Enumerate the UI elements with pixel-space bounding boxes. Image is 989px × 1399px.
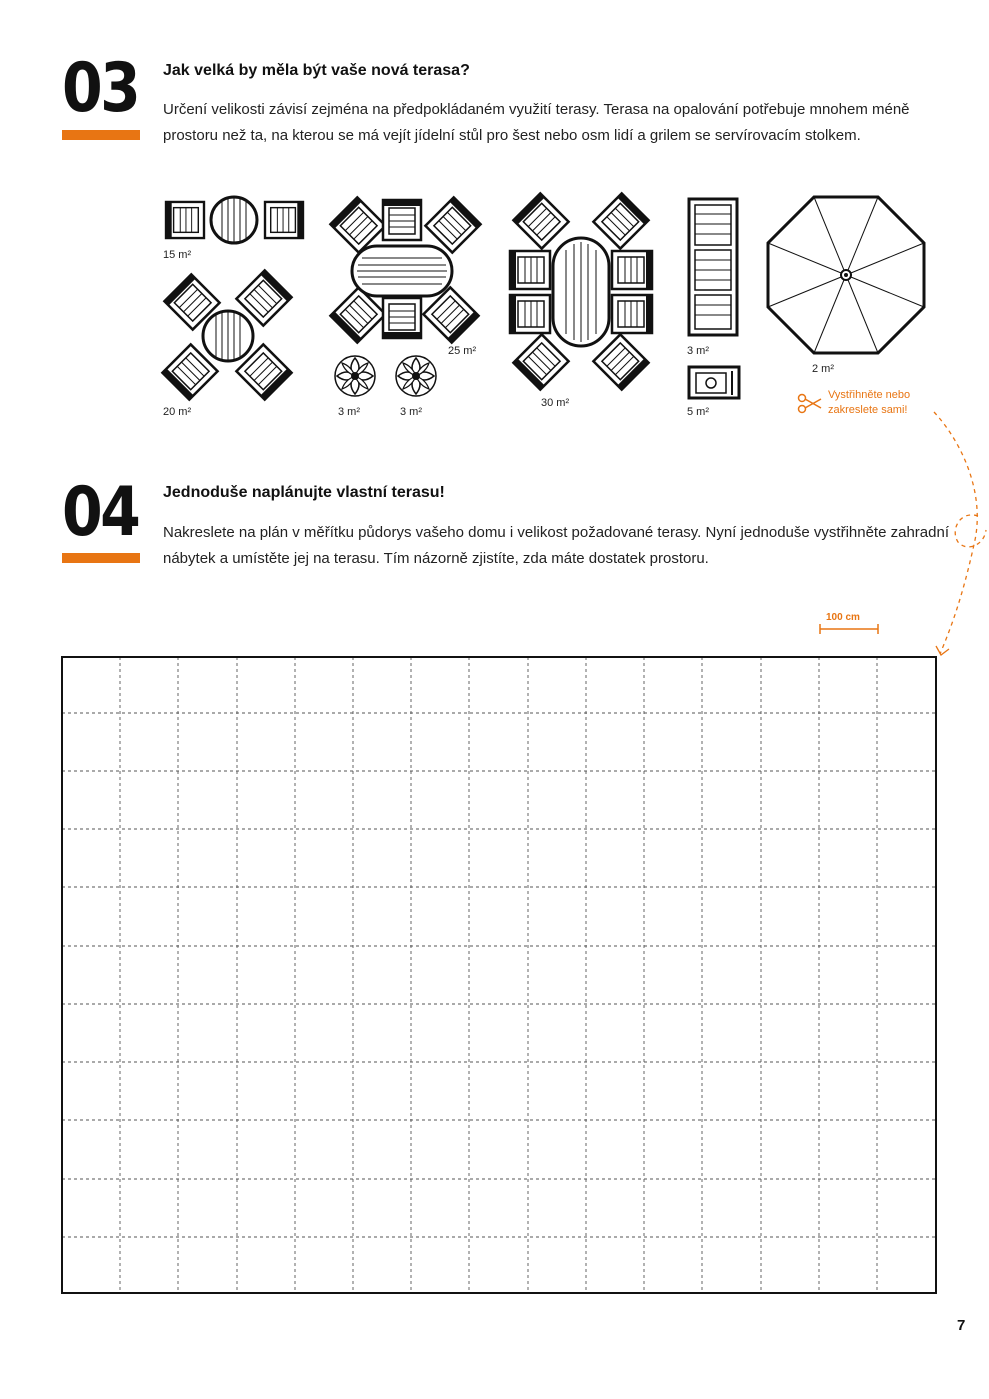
grill [689,367,739,398]
area-label: 5 m² [687,406,709,418]
scale-label: 100 cm [826,612,860,623]
section-number-04: 04 [62,473,139,552]
area-label: 2 m² [812,363,834,375]
planning-grid [62,657,936,1293]
cut-note-line: zakreslete sami! [828,404,908,416]
scissors-icon [799,395,822,413]
section-accent-bar [62,553,140,563]
round-table-2-chairs [166,197,303,243]
section-number-03: 03 [62,49,139,128]
cut-loop [955,515,986,547]
section-title: Jak velká by měla být vaše nová terasa? [163,62,470,79]
plant-icon [335,356,375,396]
scale-bar [820,624,878,634]
area-label: 20 m² [163,406,192,418]
cut-note [828,388,910,418]
area-label: 3 m² [338,406,360,418]
area-label: 25 m² [448,345,477,357]
sun-lounger [689,199,737,335]
area-label: 3 m² [687,345,709,357]
area-label: 3 m² [400,406,422,418]
area-label: 15 m² [163,249,192,261]
cut-note-line: Vystřihněte nebo [828,389,911,401]
area-label: 30 m² [541,397,570,409]
plant-icon [396,356,436,396]
oval-table-8-chairs [510,193,652,389]
round-table-4-chairs [162,270,291,399]
page-number: 7 [957,1317,966,1334]
section-paragraph: Nakreslete na plán v měřítku půdorys vašeho domu i velikost požadované terasy. Nyní jednoduše vystřihněte zahradní nábytek a umístěte jej na terasu. Tím názorně zjistíte, zda máte dostatek prostoru. [163,524,949,567]
section-title: Jednoduše naplánujte vlastní terasu! [163,484,445,501]
section-paragraph: Určení velikosti závisí zejména na předpokládaném využití terasy. Terasa na opalování potřebuje mnohem méně prostoru než ta, na kterou se má vejít jídelní stůl pro šest nebo osm lidí a grilem se servírovacím stolkem. [163,101,910,144]
oval-table-6-chairs [330,197,480,342]
parasol [768,197,924,353]
